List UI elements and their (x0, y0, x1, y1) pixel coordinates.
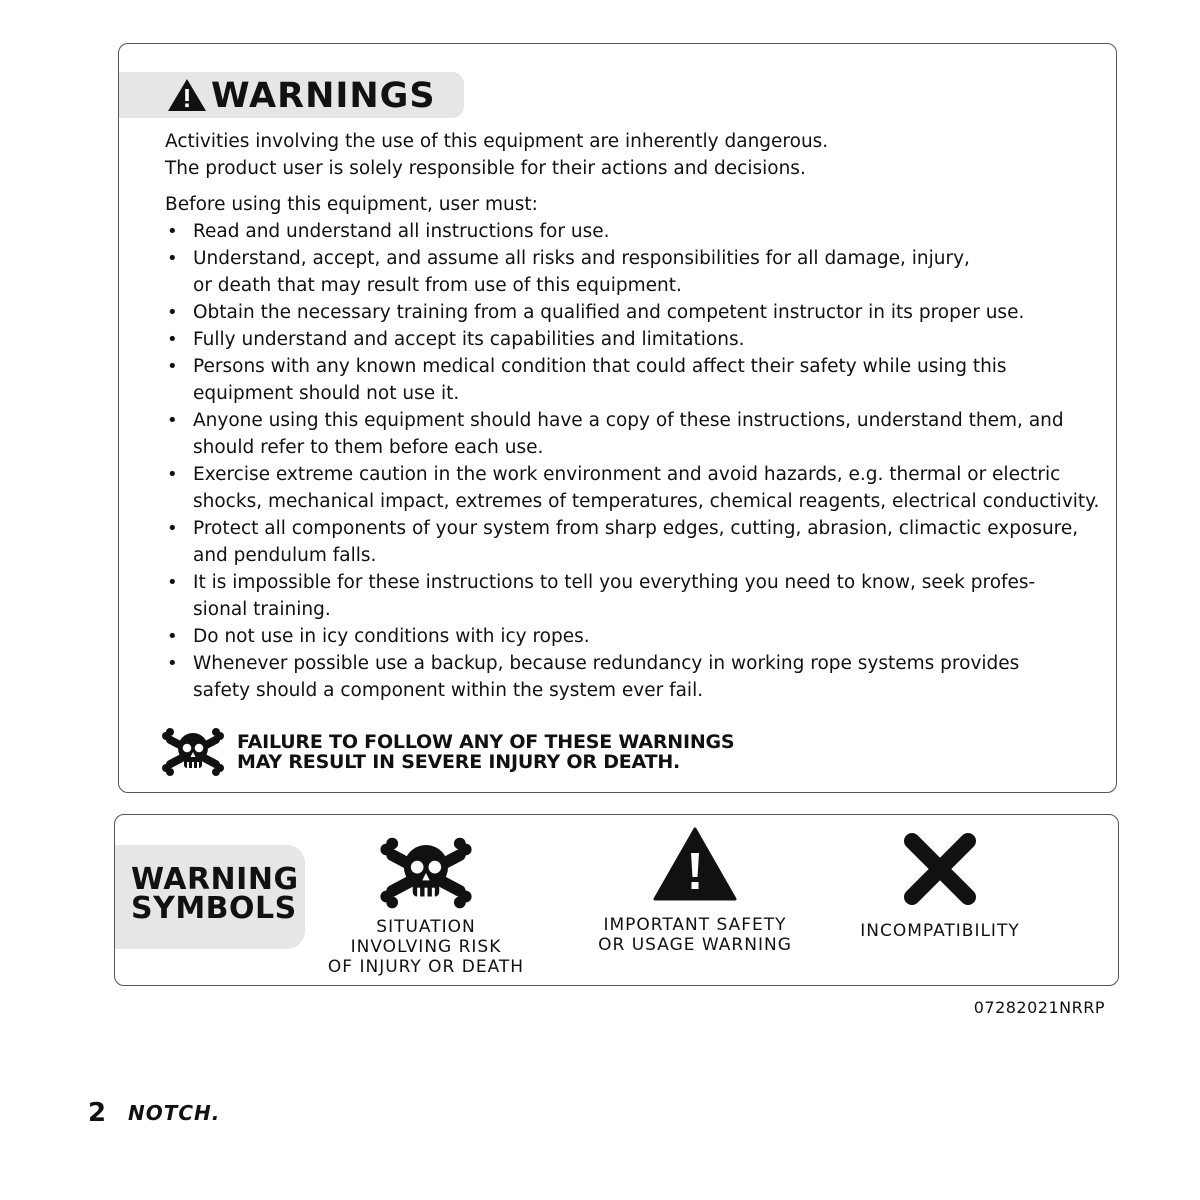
warnings-list (165, 218, 1100, 704)
list-item-line: • Do not use in icy conditions with icy ropes. (193, 626, 590, 647)
warning-triangle-icon (653, 827, 737, 901)
intro-line: Activities involving the use of this equipment are inherently dangerous. (165, 131, 829, 152)
caption-line: SITUATION (376, 917, 476, 937)
list-item-line: or death that may result from use of this equipment. (193, 275, 682, 296)
warning-symbols-panel (114, 814, 1119, 986)
list-item-line: • Obtain the necessary training from a qualified and competent instructor in its proper use. (193, 302, 1025, 323)
list-item (165, 353, 1095, 407)
list-item (165, 650, 1095, 704)
list-item (165, 407, 1095, 461)
list-item (165, 569, 1095, 623)
list-item-line: and pendulum falls. (193, 545, 377, 566)
list-item-line: • Protect all components of your system from sharp edges, cutting, abrasion, climactic exposure, (193, 518, 1079, 539)
caption-line: IMPORTANT SAFETY (603, 915, 787, 935)
list-item-line: shocks, mechanical impact, extremes of temperatures, chemical reagents, electrical conductivity. (193, 491, 1100, 512)
symbol-caption (835, 921, 1045, 941)
skull-crossbones-icon (376, 837, 476, 909)
symbol-caption (311, 917, 541, 977)
caption-line: INVOLVING RISK (350, 937, 502, 957)
symbol-safety-warning (585, 827, 805, 955)
failure-line: MAY RESULT IN SEVERE INJURY OR DEATH. (237, 751, 681, 773)
warnings-panel (118, 43, 1117, 793)
caption-line: OF INJURY OR DEATH (327, 957, 525, 977)
cross-icon (902, 831, 978, 907)
list-item-line: sional training. (193, 599, 331, 620)
skull-crossbones-icon (159, 728, 227, 776)
list-item-line: • Exercise extreme caution in the work environment and avoid hazards, e.g. thermal or electric (193, 464, 1061, 485)
list-item-line: • Anyone using this equipment should have a copy of these instructions, understand them, and (193, 410, 1064, 431)
caption-line: INCOMPATIBILITY (860, 921, 1020, 941)
list-item-line: equipment should not use it. (193, 383, 460, 404)
list-item (165, 218, 1095, 245)
list-item-line: • Fully understand and accept its capabilities and limitations. (193, 329, 745, 350)
list-item-line: • Persons with any known medical condition that could affect their safety while using this (193, 356, 1007, 377)
warnings-lead: Before using this equipment, user must: (165, 194, 538, 215)
symbols-title (131, 862, 299, 926)
list-item-line: • Understand, accept, and assume all risks and responsibilities for all damage, injury, (193, 248, 970, 269)
list-item (165, 299, 1095, 326)
brand-logo: NOTCH. (128, 1101, 221, 1125)
warnings-title-tab (119, 72, 464, 118)
list-item (165, 623, 1095, 650)
intro-line: The product user is solely responsible for their actions and decisions. (165, 158, 806, 179)
symbols-title-line: SYMBOLS (131, 891, 297, 926)
failure-line: FAILURE TO FOLLOW ANY OF THESE WARNINGS (237, 731, 735, 753)
page-number: 2 (88, 1098, 107, 1128)
list-item-line: • It is impossible for these instructions to tell you everything you need to know, seek profes- (193, 572, 1036, 593)
document-code: 07282021NRRP (973, 998, 1105, 1017)
warnings-title: WARNINGS (211, 76, 436, 116)
list-item (165, 245, 1095, 299)
symbols-title-line: WARNING (131, 862, 299, 897)
symbol-risk-of-injury (311, 837, 541, 977)
list-item (165, 515, 1095, 569)
list-item (165, 326, 1095, 353)
failure-warning (159, 728, 859, 778)
list-item-line: • Whenever possible use a backup, because redundancy in working rope systems provides (193, 653, 1020, 674)
list-item (165, 461, 1100, 515)
failure-text (237, 732, 734, 772)
caption-line: OR USAGE WARNING (598, 935, 792, 955)
symbol-incompatibility (835, 831, 1045, 941)
warnings-intro (165, 128, 1095, 182)
list-item-line: should refer to them before each use. (193, 437, 544, 458)
list-item-line: safety should a component within the system ever fail. (193, 680, 704, 701)
list-item-line: • Read and understand all instructions for use. (193, 221, 610, 242)
symbols-title-tab (115, 845, 305, 949)
symbol-caption (585, 915, 805, 955)
warning-triangle-icon (167, 78, 207, 112)
